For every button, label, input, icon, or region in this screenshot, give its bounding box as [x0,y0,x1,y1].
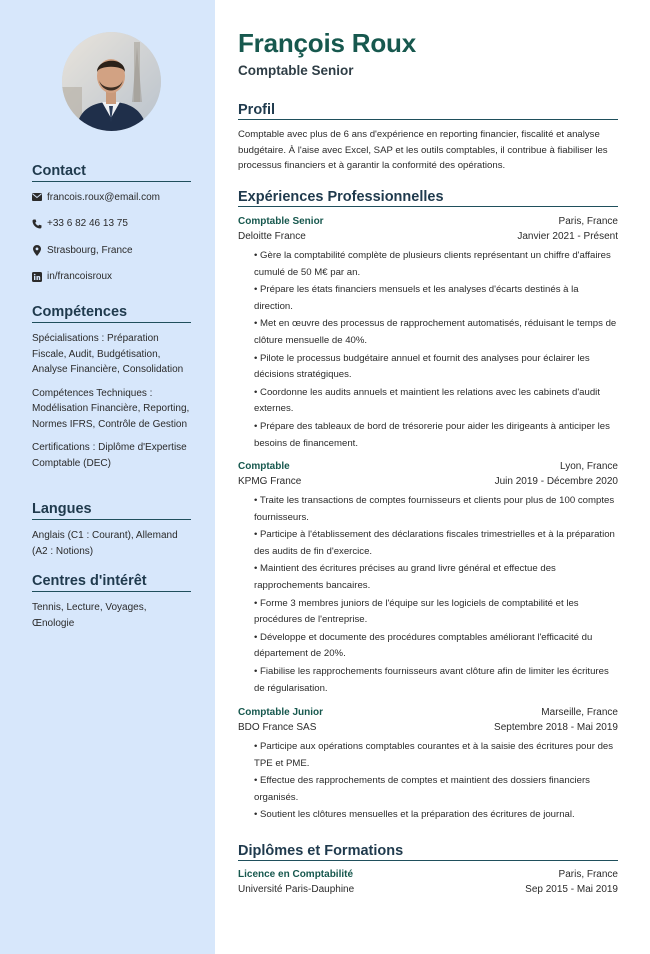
skill-technical: Compétences Techniques : Modélisation Financière, Reporting, Normes IFRS, Contrôle de Gestion [32,387,190,430]
person-role: Comptable Senior [238,63,354,78]
job-bullets [238,739,618,824]
job-title: Comptable Senior [238,216,324,227]
job-bullet: • Prépare des tableaux de bord de trésorerie pour aider les dirigeants à anticiper les besoins de financement. [254,419,618,452]
interests-text: Tennis, Lecture, Voyages, Œnologie [32,602,147,629]
school-name: Université Paris-Dauphine [238,883,355,895]
job-bullet: • Développe et documente des procédures comptables améliorant l'efficacité du département de 20%. [254,630,618,663]
experience-title: Expériences Professionnelles [238,189,618,207]
contact-location-text: Strasbourg, France [47,244,133,256]
job-entry [238,215,618,453]
person-name: François Roux [238,28,416,58]
education-location: Paris, France [558,869,618,880]
education-dates: Sep 2015 - Mai 2019 [525,883,618,895]
job-dates: Juin 2019 - Décembre 2020 [494,475,618,487]
profile-title: Profil [238,102,618,120]
interests-section [32,573,191,639]
job-location: Lyon, France [560,461,618,472]
languages-section [32,501,191,567]
sidebar [0,0,215,954]
contact-linkedin[interactable] [32,264,191,291]
education-entry [238,868,618,897]
job-bullet: • Traite les transactions de comptes fournisseurs et clients pour plus de 100 comptes fournisseurs. [254,493,618,526]
job-location: Marseille, France [541,707,618,718]
envelope-icon [32,192,42,202]
profile-text: Comptable avec plus de 6 ans d'expérience en reporting financier, fiscalité et analyse budgétaire. À l'aise avec Excel, SAP et les outils comptables, il contribue à fiabiliser les processus financiers et à garantir la conformité des opérations. [238,129,608,171]
contact-phone-text: +33 6 82 46 13 75 [47,218,128,230]
job-bullet: • Fiabilise les rapprochements fournisseurs avant clôture afin de limiter les écritures de régularisation. [254,664,618,697]
job-company: BDO France SAS [238,721,317,733]
job-bullet: • Effectue des rapprochements de comptes et maintient des dossiers financiers organisés. [254,773,618,806]
contact-linkedin-text: in/francoisroux [47,271,113,283]
languages-title: Langues [32,501,191,520]
job-dates: Janvier 2021 - Présent [517,230,618,242]
contact-phone[interactable] [32,211,191,238]
job-bullet: • Met en œuvre des processus de rapprochement automatisés, réduisant le temps de clôture mensuelle de 40%. [254,316,618,349]
contact-section [32,163,191,290]
skill-certifications: Certifications : Diplôme d'Expertise Comptable (DEC) [32,442,187,469]
job-title: Comptable Junior [238,707,324,718]
job-title: Comptable [238,461,290,472]
skills-title: Compétences [32,304,191,323]
contact-email-text: francois.roux@email.com [47,191,160,203]
job-company: Deloitte France [238,230,306,242]
job-bullet: • Prépare les états financiers mensuels et les analyses d'écarts destinés à la direction. [254,282,618,315]
skill-specializations: Spécialisations : Préparation Fiscale, Audit, Budgétisation, Analyse Financière, Consolidation [32,333,184,375]
job-entry [238,460,618,698]
languages-text: Anglais (C1 : Courant), Allemand (A2 : Notions) [32,530,178,557]
portrait-image [62,32,161,131]
job-company: KPMG France [238,475,302,487]
job-entry [238,706,618,825]
job-location: Paris, France [558,216,618,227]
job-bullet: • Pilote le processus budgétaire annuel et fournit des analyses pour éclairer les décisions stratégiques. [254,351,618,384]
job-bullet: • Maintient des écritures précises au grand livre général et effectue des rapprochements bancaires. [254,561,618,594]
job-bullet: • Gère la comptabilité complète de plusieurs clients représentant un chiffre d'affaires cumulé de 50 M€ par an. [254,248,618,281]
linkedin-icon [32,272,42,282]
education-title: Diplômes et Formations [238,843,618,861]
profile-photo [62,32,161,131]
skills-section [32,304,191,479]
job-bullets [238,493,618,697]
job-bullet: • Coordonne les audits annuels et maintient les relations avec les cabinets d'audit externes. [254,385,618,418]
job-bullet: • Soutient les clôtures mensuelles et la préparation des écritures de journal. [254,807,618,824]
job-bullets [238,248,618,452]
contact-email[interactable] [32,184,191,211]
degree-title: Licence en Comptabilité [238,869,354,880]
location-pin-icon [32,245,42,255]
contact-location [32,237,191,264]
job-dates: Septembre 2018 - Mai 2019 [494,721,618,733]
phone-icon [32,219,42,229]
interests-title: Centres d'intérêt [32,573,191,592]
job-bullet: • Participe à l'établissement des déclarations fiscales trimestrielles et à la préparation des audits de fin d'exercice. [254,527,618,560]
contact-title: Contact [32,163,191,182]
job-bullet: • Forme 3 membres juniors de l'équipe sur les logiciels de comptabilité et les procédures de l'entreprise. [254,596,618,629]
job-bullet: • Participe aux opérations comptables courantes et à la saisie des écritures pour des TPE et PME. [254,739,618,772]
